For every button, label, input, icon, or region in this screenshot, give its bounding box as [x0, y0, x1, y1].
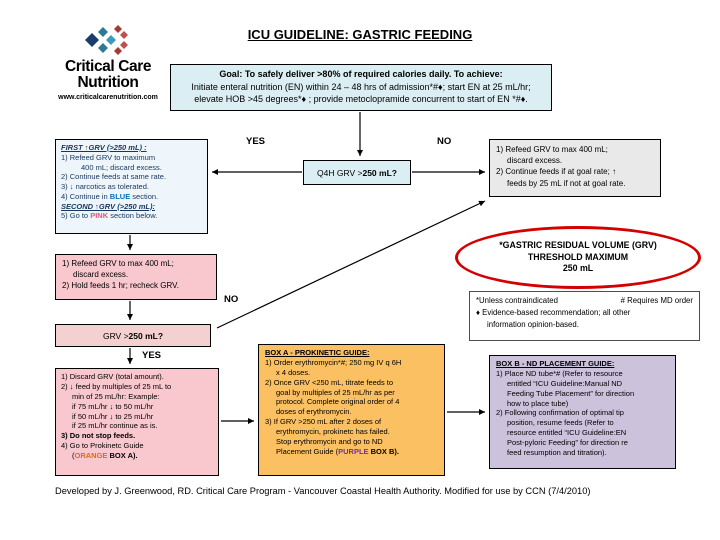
ellipse-line-3: 250 mL: [562, 263, 594, 274]
text-line: min of 25 mL/hr: Example:: [72, 391, 160, 401]
legend-row-1: [476, 295, 693, 307]
text-fragment: Placement Guide (: [276, 446, 339, 456]
attribution-footer: Developed by J. Greenwood, RD. Critical Care Program - Vancouver Coastal Health Authority. Modified for use by CCN (7/4/2010): [55, 486, 591, 496]
text-line: 2) Hold feeds 1 hr; recheck GRV.: [62, 281, 179, 291]
text-line: 2) Following confirmation of optimal tip: [496, 408, 624, 418]
text-line: goal by multiples of 25 mL/hr as per: [276, 387, 395, 397]
logo-name-line1: Critical Care: [64, 58, 152, 75]
text-line: 1) Discard GRV (total amount).: [61, 372, 164, 381]
text-line: 1) Place ND tube*# (Refer to resource: [496, 368, 623, 378]
grv-threshold-ellipse: [455, 226, 701, 289]
text-line: [265, 447, 442, 457]
orange-box-ref: ORANGE: [74, 451, 108, 461]
text-line: protocol. Complete original order of 4: [276, 397, 400, 407]
yes-label-top: YES: [246, 136, 266, 147]
legend-box: [469, 291, 700, 341]
logo-url: www.criticalcarenutrition.com: [58, 93, 158, 101]
goal-heading: Goal: To safely deliver >80% of required calories daily. To achieve:: [219, 69, 503, 79]
logo: [38, 22, 178, 101]
first-grv-section-box: [55, 139, 208, 234]
do-not-stop-feeds-line: 3) Do not stop feeds.: [61, 431, 136, 441]
text-line: 2) Once GRV <250 mL, titrate feeds to: [265, 377, 394, 387]
text-line: 400 mL; discard excess.: [81, 162, 162, 172]
text-fragment: 5) Go to: [61, 211, 91, 221]
second-grv-heading: SECOND ↑GRV (>250 mL):: [61, 201, 155, 211]
pink-section-ref: PINK: [90, 211, 109, 221]
text-line: if 50 mL/hr ↓ to 25 mL/hr: [72, 411, 154, 421]
text-line: [61, 211, 205, 221]
legend-evidence-line: ♦ Evidence-based recommendation; all other: [476, 308, 631, 318]
text-line: if 25 mL/hr continue as is.: [72, 421, 158, 431]
text-line: how to place tube): [507, 398, 569, 408]
text-fragment: (: [72, 451, 75, 461]
text-line: if 75 mL/hr ↓ to 50 mL/hr: [72, 401, 154, 411]
discard-reduce-box: [55, 368, 219, 476]
text-line: 3) ↓ narcotics as tolerated.: [61, 182, 149, 191]
refeed-continue-box: [489, 139, 661, 197]
ellipse-line-2: THRESHOLD MAXIMUM: [527, 251, 629, 262]
text-line: Feeding Tube Placement” for direction: [507, 388, 635, 398]
q4h-grv-decision-box: [303, 160, 411, 185]
text-line: [61, 192, 205, 202]
text-line: discard excess.: [507, 156, 563, 166]
text-fragment: 4) Continue in: [61, 191, 110, 201]
blue-section-ref: BLUE: [109, 191, 131, 201]
legend-unless-contraindicated: *Unless contraindicated: [476, 296, 558, 305]
text-fragment: 250 mL?: [128, 330, 164, 341]
text-line: Post-pyloric Feeding” for direction re: [507, 438, 628, 448]
goal-line-3: elevate HOB >45 degrees*♦ ; provide metoclopramide concurrent to start of EN *#♦.: [194, 94, 528, 105]
no-label-top: NO: [437, 136, 452, 147]
text-line: discard excess.: [73, 270, 129, 280]
yes-label-mid: YES: [142, 350, 162, 361]
goal-line-2: Initiate enteral nutrition (EN) within 24 – 48 hrs of admission*#♦; start EN at 25 mL/hr;: [191, 81, 531, 92]
text-fragment: BOX A).: [107, 451, 138, 461]
text-line: [61, 451, 216, 461]
purple-box-ref: PURPLE: [338, 446, 369, 456]
first-grv-heading: FIRST ↑GRV (>250 mL) :: [61, 143, 147, 152]
legend-evidence-line-2: information opinion-based.: [487, 320, 579, 330]
text-line: 2) Continue feeds at same rate.: [61, 172, 167, 182]
text-line: feeds by 25 mL if not at goal rate.: [507, 178, 626, 188]
page-title: ICU GUIDELINE: GASTRIC FEEDING: [247, 27, 473, 42]
text-line: resource entitled “ICU Guideline:EN: [507, 428, 627, 438]
text-line: x 4 doses.: [276, 367, 311, 377]
text-line: 1) Refeed GRV to max 400 mL;: [496, 145, 608, 154]
ellipse-line-1: *GASTRIC RESIDUAL VOLUME (GRV): [499, 239, 657, 250]
text-fragment: 250 mL?: [362, 167, 397, 178]
text-line: Stop erythromycin and go to ND: [276, 437, 383, 447]
box-b-nd-placement-guide: [489, 355, 676, 469]
text-line: 3) If GRV >250 mL after 2 doses of: [265, 417, 382, 427]
logo-icon: [84, 22, 132, 58]
text-fragment: BOX B).: [368, 446, 399, 456]
box-a-prokinetic-guide: [258, 344, 445, 476]
no-label-mid: NO: [224, 294, 239, 305]
refeed-hold-box: [55, 254, 217, 300]
text-fragment: GRV >: [102, 330, 129, 341]
text-line: 2) Continue feeds if at goal rate; ↑: [496, 167, 617, 177]
text-fragment: Q4H GRV >: [317, 167, 363, 178]
text-line: 1) Order erythromycin*#; 250 mg IV q 6H: [265, 357, 402, 367]
text-line: 4) Go to Prokinetc Guide: [61, 441, 144, 451]
text-line: 1) Refeed GRV to maximum: [61, 152, 156, 162]
text-line: doses of erythromycin.: [276, 407, 352, 417]
text-line: 1) Refeed GRV to max 400 mL;: [62, 259, 174, 268]
legend-requires-md-order: # Requires MD order: [620, 296, 693, 305]
goal-box: [170, 64, 552, 111]
text-line: feed resumption and titration).: [507, 448, 607, 458]
text-line: entitled “ICU Guideline:Manual ND: [507, 378, 623, 388]
logo-name-line2: Nutrition: [77, 73, 139, 91]
grv-check-decision-box: [55, 324, 211, 347]
text-fragment: section below.: [108, 211, 158, 221]
text-fragment: section.: [130, 191, 159, 201]
text-line: position, resume feeds (Refer to: [507, 418, 614, 428]
text-line: 2) ↓ feed by multiples of 25 mL to: [61, 381, 172, 391]
box-a-title: BOX A - PROKINETIC GUIDE:: [265, 348, 370, 357]
logo-name: [38, 59, 178, 91]
arrow-grvcheck-no-to-refeed: [217, 201, 485, 328]
text-line: erythromycin, prokinetc has failed.: [276, 427, 390, 437]
box-b-title: BOX B - ND PLACEMENT GUIDE:: [496, 359, 615, 368]
